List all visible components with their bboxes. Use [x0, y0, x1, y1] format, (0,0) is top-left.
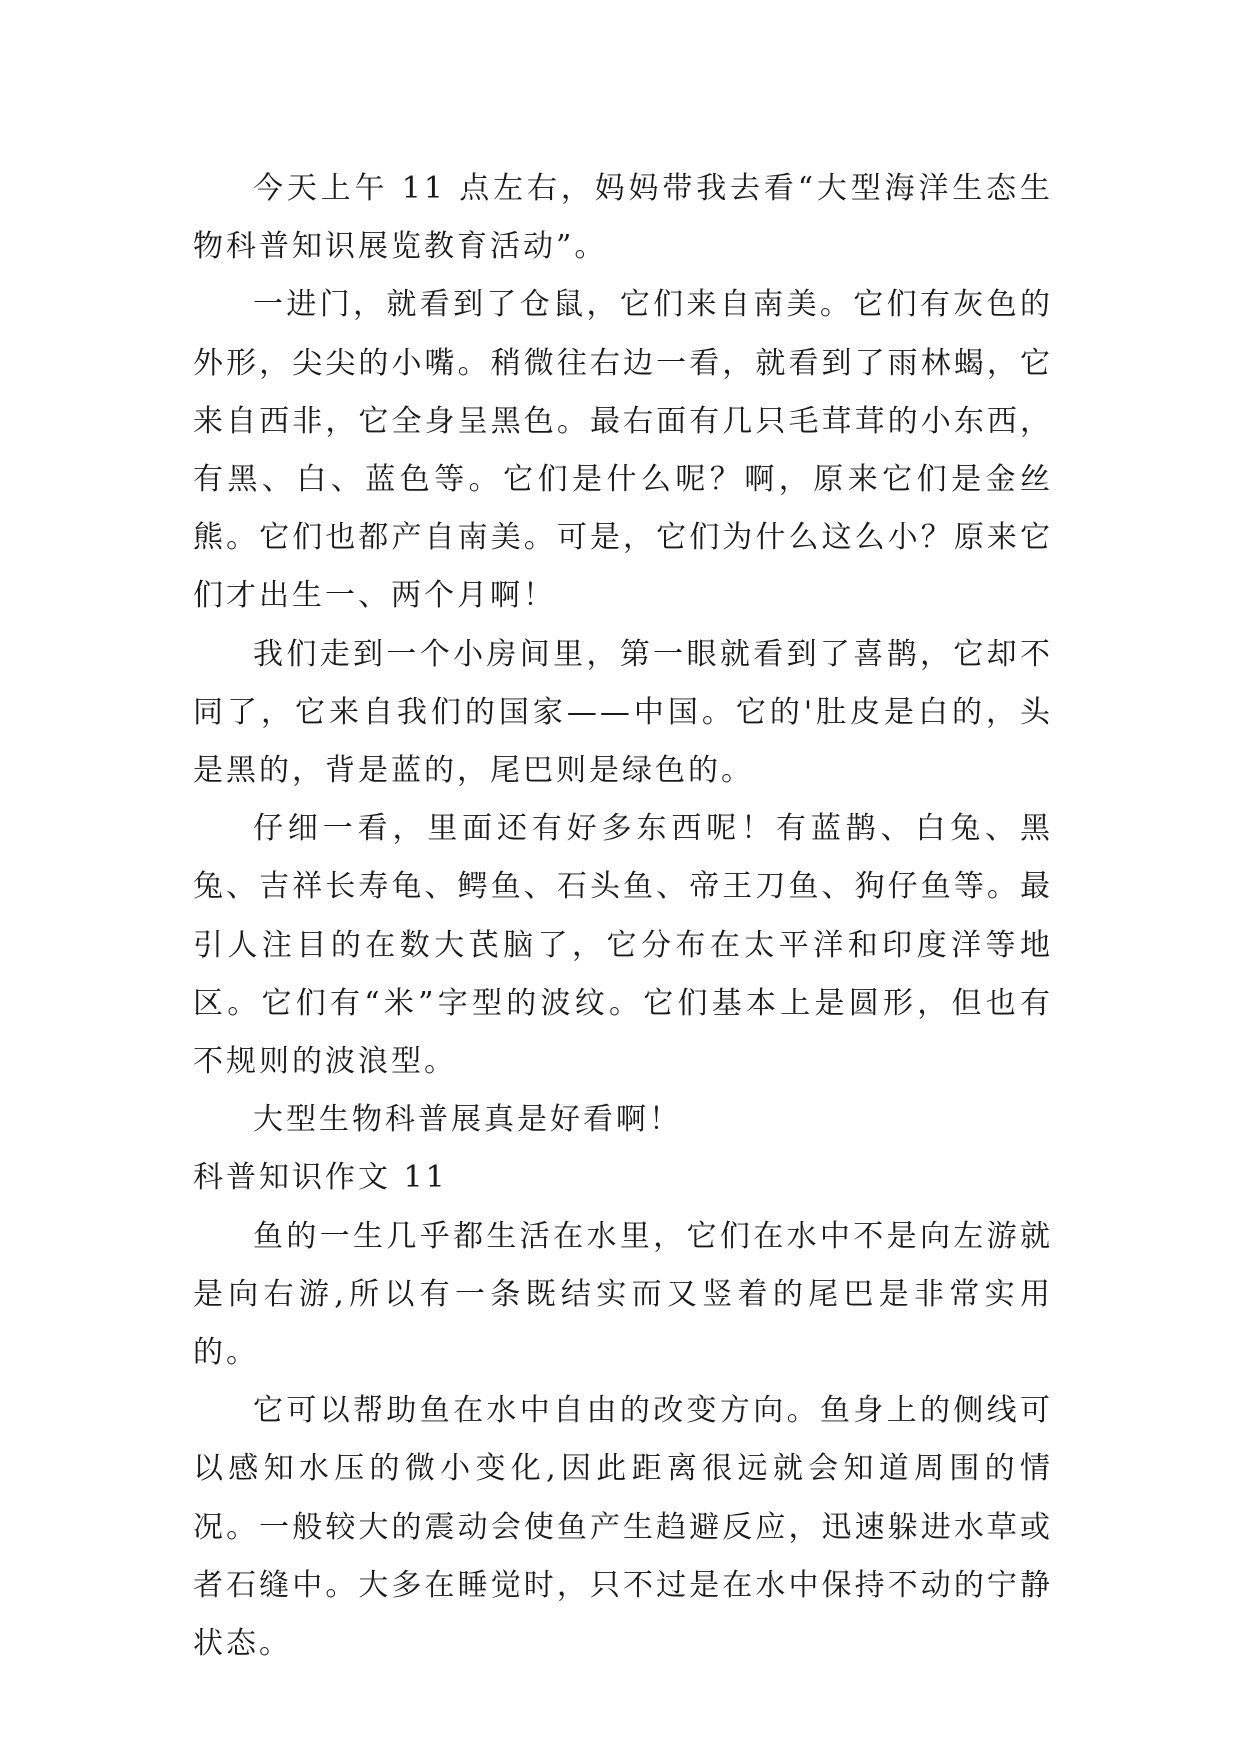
paragraph-fish-tail: 鱼的一生几乎都生活在水里，它们在水中不是向左游就是向右游,所以有一条既结实而又竖着的尾巴是非常实用的。 — [193, 1218, 1053, 1371]
paragraph-small-room-magpie: 我们走到一个小房间里，第一眼就看到了喜鹊，它却不同了，它来自我们的国家——中国。它的'肚皮是白的，头是黑的，背是蓝的，尾巴则是绿色的。 — [193, 636, 1053, 789]
paragraph-conclusion: 大型生物科普展真是好看啊！ — [253, 1102, 682, 1138]
paragraph-more-animals: 仔细一看，里面还有好多东西呢！有蓝鹊、白兔、黑兔、吉祥长寿龟、鳄鱼、石头鱼、帝王刀鱼、狗仔鱼等。最引人注目的在数大芪脑了，它分布在太平洋和印度洋等地区。它们有“米”字型的波纹。它们基本上是圆形，但也有不规则的波浪型。 — [193, 811, 1053, 1080]
paragraph-entrance-animals: 一进门，就看到了仓鼠，它们来自南美。它们有灰色的外形，尖尖的小嘴。稍微往右边一看，就看到了雨林蝎，它来自西非，它全身呈黑色。最右面有几只毛茸茸的小东西，有黑、白、蓝色等。它们是什么呢？啊，原来它们是金丝熊。它们也都产自南美。可是，它们为什么这么小？原来它们才出生一、两个月啊！ — [193, 287, 1053, 614]
document-body — [193, 160, 1053, 1673]
paragraph-exhibition-intro: 今天上午 11 点左右，妈妈带我去看“大型海洋生态生物科普知识展览教育活动”。 — [193, 171, 1053, 265]
essay-heading: 科普知识作文 11 — [193, 1160, 448, 1196]
paragraph-fish-lateral-line: 它可以帮助鱼在水中自由的改变方向。鱼身上的侧线可以感知水压的微小变化,因此距离很远就会知道周围的情况。一般较大的震动会使鱼产生趋避反应，迅速躲进水草或者石缝中。大多在睡觉时，只不过是在水中保持不动的宁静状态。 — [193, 1393, 1053, 1662]
